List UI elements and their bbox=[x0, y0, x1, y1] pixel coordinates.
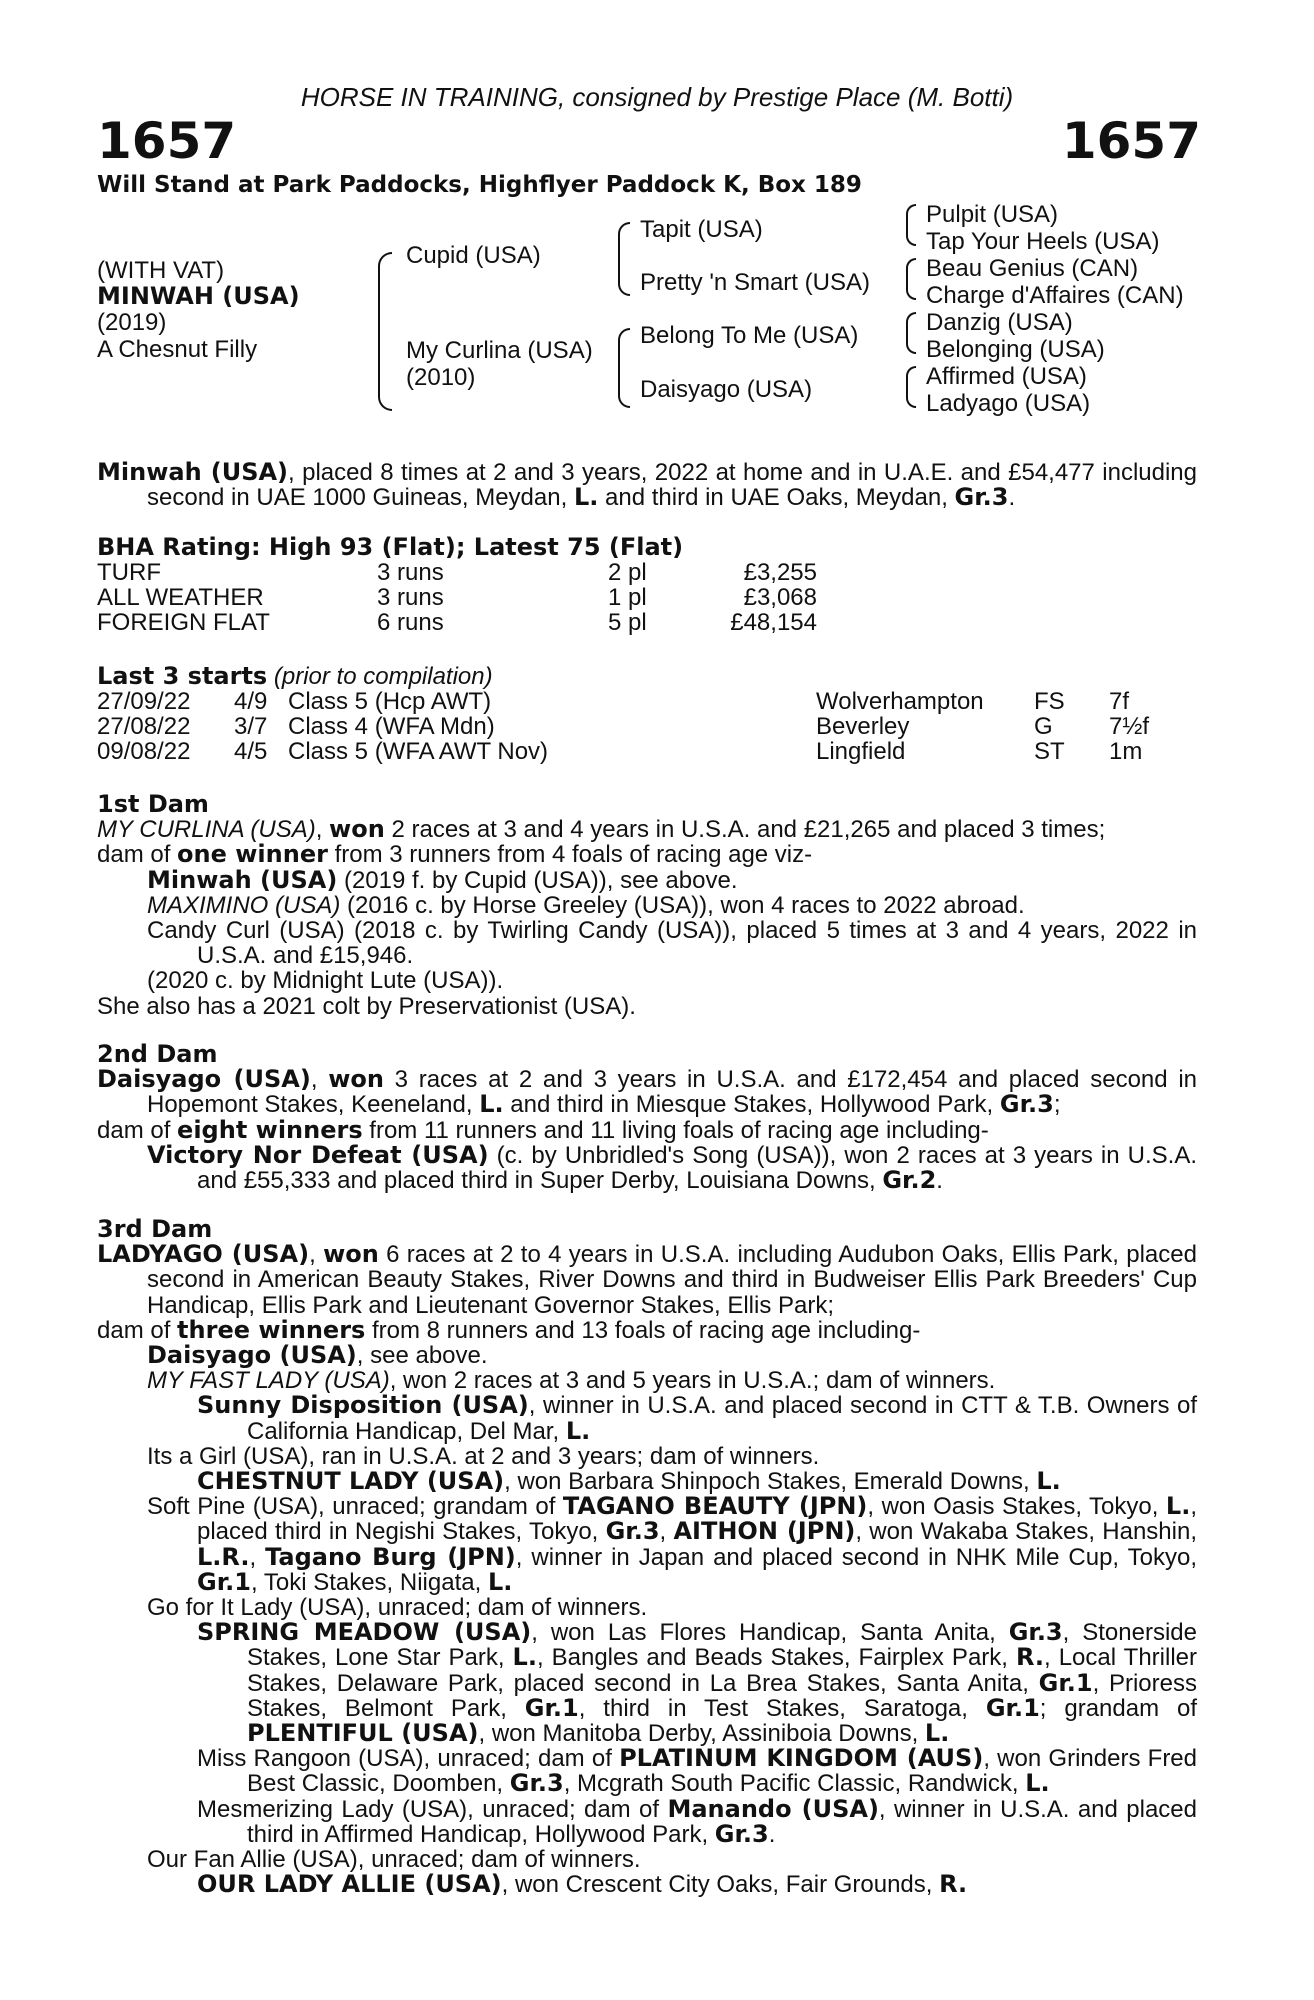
first-dam-title: 1st Dam bbox=[97, 790, 209, 818]
start-distance: 7f bbox=[1109, 688, 1130, 716]
start-class: Class 4 (WFA Mdn) bbox=[288, 713, 495, 741]
offspring-name: Minwah (USA) bbox=[147, 865, 338, 894]
listed-label: L. bbox=[1165, 1492, 1191, 1521]
offspring-entry: (2020 c. by Midnight Lute (USA)). bbox=[147, 967, 504, 995]
offspring-name: CHESTNUT LADY (USA) bbox=[197, 1467, 505, 1496]
dam-name: Daisyago (USA) bbox=[97, 1065, 311, 1094]
start-row bbox=[97, 714, 1197, 739]
third-dam-title: 3rd Dam bbox=[97, 1215, 213, 1243]
rating-amount: £48,154 bbox=[730, 609, 817, 637]
offspring-record: , Stonerside Stakes, Lone Star Park, bbox=[247, 1619, 1197, 1672]
bha-title: BHA Rating: High 93 (Flat); Latest 75 (Flat) bbox=[97, 533, 684, 561]
offspring-end: . bbox=[936, 1167, 943, 1195]
offspring-record: Mesmerizing Lady (USA), unraced; dam of bbox=[197, 1795, 668, 1823]
ancestor-5: Danzig (USA) bbox=[926, 309, 1073, 336]
separator: , bbox=[249, 1543, 266, 1571]
offspring-name: SPRING MEADOW (USA) bbox=[197, 1618, 532, 1647]
offspring-name: AITHON (JPN) bbox=[673, 1517, 856, 1546]
offspring-record: , Local Thriller Stakes, Delaware Park, placed second in La Brea Stakes, Santa Anita, bbox=[247, 1644, 1197, 1697]
restricted-label: R. bbox=[1015, 1643, 1045, 1672]
rating-surface: FOREIGN FLAT bbox=[97, 609, 270, 637]
offspring-name: Manando (USA) bbox=[667, 1794, 879, 1823]
rating-amount: £3,255 bbox=[743, 559, 817, 587]
start-course: Wolverhampton bbox=[816, 688, 984, 716]
pedigree-bracket-6 bbox=[906, 312, 916, 354]
pedigree-bracket-4 bbox=[906, 204, 916, 246]
summary-end: . bbox=[1008, 484, 1016, 512]
horse-description: A Chesnut Filly bbox=[97, 336, 258, 363]
start-position: 4/9 bbox=[234, 688, 268, 716]
won-label: won bbox=[328, 1065, 384, 1094]
ancestor-7: Affirmed (USA) bbox=[926, 363, 1087, 390]
consignor-header: HORSE IN TRAINING, consigned by Prestige Place (M. Botti) bbox=[300, 82, 1014, 112]
listed-label: L. bbox=[512, 1643, 537, 1672]
offspring-record: (c. by Unbridled's Song (USA)), won 2 races at 3 years in U.S.A. and £55,333 and placed third in Super Derby, Louisiana Downs, bbox=[197, 1141, 1198, 1195]
start-row bbox=[97, 739, 1197, 764]
grade-label: Gr.1 bbox=[1038, 1668, 1093, 1697]
offspring-name: Tagano Burg (JPN) bbox=[265, 1542, 516, 1571]
dam-record-end: ; bbox=[1053, 1091, 1061, 1119]
start-going: FS bbox=[1034, 688, 1065, 716]
offspring-entry: Candy Curl (USA) (2018 c. by Twirling Candy (USA)), placed 5 times at 3 and 4 years, 2022 in U.S.A. and £15,946. bbox=[147, 917, 1197, 970]
offspring-record: , Toki Stakes, Niigata, bbox=[250, 1568, 488, 1596]
last3-note: (prior to compilation) bbox=[267, 663, 493, 690]
grade-label: Gr.1 bbox=[524, 1693, 579, 1722]
rating-placed: 2 pl bbox=[608, 559, 647, 587]
third-dam bbox=[97, 1217, 1197, 1897]
start-date: 27/08/22 bbox=[97, 713, 191, 741]
summary-grade: Gr.3 bbox=[954, 483, 1009, 512]
start-class: Class 5 (WFA AWT Nov) bbox=[288, 738, 549, 766]
offspring-record: Soft Pine (USA), unraced; grandam of bbox=[147, 1493, 563, 1521]
grade-label: Gr.3 bbox=[714, 1819, 769, 1848]
race-summary bbox=[97, 460, 1197, 510]
rating-placed: 1 pl bbox=[608, 584, 647, 612]
offspring-record: , won Las Flores Handicap, Santa Anita, bbox=[531, 1619, 1009, 1647]
start-position: 4/5 bbox=[234, 738, 268, 766]
offspring-name: PLATINUM KINGDOM (AUS) bbox=[619, 1744, 984, 1773]
lot-number-right: 1657 bbox=[1061, 112, 1201, 170]
offspring-name: MY FAST LADY (USA) bbox=[147, 1367, 390, 1395]
stand-location: Will Stand at Park Paddocks, Highflyer Paddock K, Box 189 bbox=[97, 172, 862, 198]
bha-rating bbox=[97, 535, 1197, 635]
ancestor-1: Pulpit (USA) bbox=[926, 201, 1059, 228]
separator: , bbox=[315, 816, 330, 844]
produce-text-2: from 3 runners from 4 foals of racing age viz- bbox=[327, 841, 813, 869]
produce-text: dam of bbox=[97, 1316, 178, 1344]
rating-runs: 6 runs bbox=[377, 609, 444, 637]
dam-record: 2 races at 3 and 4 years in U.S.A. and £21,265 and placed 3 times; bbox=[384, 816, 1106, 844]
produce-text: dam of bbox=[97, 1116, 178, 1144]
pedigree-bracket-1 bbox=[378, 252, 392, 411]
offspring-entry: Our Fan Allie (USA), unraced; dam of winners. bbox=[147, 1846, 641, 1874]
produce-text-2: from 11 runners and 11 living foals of racing age including- bbox=[362, 1116, 989, 1144]
last3-title: Last 3 starts bbox=[97, 662, 268, 690]
dam-name: MY CURLINA (USA) bbox=[97, 816, 316, 844]
grade-label: Gr.3 bbox=[1008, 1618, 1063, 1647]
offspring-entry: Go for It Lady (USA), unraced; dam of winners. bbox=[147, 1594, 648, 1622]
start-distance: 1m bbox=[1109, 738, 1143, 766]
rating-row bbox=[97, 610, 1197, 635]
offspring-record: Miss Rangoon (USA), unraced; dam of bbox=[197, 1745, 620, 1773]
rating-surface: TURF bbox=[97, 559, 161, 587]
offspring-record: (2016 c. by Horse Greeley (USA)), won 4 races to 2022 abroad. bbox=[340, 891, 1025, 919]
ancestor-3: Beau Genius (CAN) bbox=[926, 255, 1139, 282]
restricted-label: R. bbox=[939, 1870, 968, 1899]
offspring-name: Sunny Disposition (USA) bbox=[197, 1391, 529, 1420]
grade-label: Gr.1 bbox=[985, 1693, 1040, 1722]
start-position: 3/7 bbox=[234, 713, 268, 741]
offspring-record: , won Crescent City Oaks, Fair Grounds, bbox=[501, 1871, 940, 1899]
produce-text: dam of bbox=[97, 841, 178, 869]
listed-label: L. bbox=[924, 1719, 950, 1748]
listed-label: L.R. bbox=[197, 1542, 250, 1571]
offspring-record: , Prioress Stakes, Belmont Park, bbox=[247, 1669, 1197, 1722]
rating-placed: 5 pl bbox=[608, 609, 647, 637]
offspring-record: (2019 f. by Cupid (USA)), see above. bbox=[337, 866, 738, 894]
winners-count: eight winners bbox=[177, 1115, 363, 1144]
listed-label: L. bbox=[1025, 1769, 1050, 1798]
grade-label: Gr.3 bbox=[605, 1517, 660, 1546]
rating-amount: £3,068 bbox=[743, 584, 817, 612]
offspring-record: , won Grinders Fred Best Classic, Doomben, bbox=[247, 1745, 1198, 1798]
horse-year: (2019) bbox=[97, 309, 167, 336]
granddam-1: Pretty 'n Smart (USA) bbox=[640, 269, 870, 296]
start-distance: 7½f bbox=[1109, 713, 1150, 741]
offspring-record: , see above. bbox=[356, 1342, 488, 1370]
separator: , bbox=[310, 1066, 329, 1094]
start-course: Beverley bbox=[816, 713, 910, 741]
separator: , bbox=[309, 1241, 324, 1269]
won-label: won bbox=[323, 1240, 379, 1269]
winners-count: three winners bbox=[177, 1315, 366, 1344]
offspring-name: OUR LADY ALLIE (USA) bbox=[197, 1870, 502, 1899]
start-going: ST bbox=[1034, 738, 1065, 766]
offspring-name: MAXIMINO (USA) bbox=[147, 891, 341, 919]
horse-name: MINWAH (USA) bbox=[97, 282, 300, 310]
lot-number-left: 1657 bbox=[97, 112, 237, 170]
offspring-record: , placed third in Negishi Stakes, Tokyo, bbox=[197, 1493, 1198, 1546]
offspring-record: , won Oasis Stakes, Tokyo, bbox=[867, 1493, 1166, 1521]
offspring-name: PLENTIFUL (USA) bbox=[247, 1719, 479, 1748]
dam-record: 3 races at 2 and 3 years in U.S.A. and £172,454 and placed second in Hopemont Stakes, Keeneland, bbox=[147, 1066, 1197, 1119]
listed-label: L. bbox=[479, 1090, 504, 1119]
summary-text-2: and third in UAE Oaks, Meydan, bbox=[598, 484, 955, 512]
listed-label: L. bbox=[1036, 1467, 1061, 1496]
ancestor-4: Charge d'Affaires (CAN) bbox=[926, 282, 1184, 309]
offspring-record: , Bangles and Beads Stakes, Fairplex Park, bbox=[536, 1644, 1016, 1672]
dam-name: LADYAGO (USA) bbox=[97, 1240, 310, 1269]
offspring-record: , winner in U.S.A. and placed third in Affirmed Handicap, Hollywood Park, bbox=[247, 1795, 1197, 1848]
start-going: G bbox=[1034, 713, 1053, 741]
granddam-2: Daisyago (USA) bbox=[640, 376, 813, 403]
offspring-record: , won 2 races at 3 and 5 years in U.S.A.; dam of winners. bbox=[389, 1367, 996, 1395]
summary-listed: L. bbox=[573, 483, 599, 512]
grandsire-1: Tapit (USA) bbox=[640, 216, 763, 243]
offspring-record: , won Wakaba Stakes, Hanshin, bbox=[855, 1518, 1197, 1546]
grandsire-2: Belong To Me (USA) bbox=[640, 322, 859, 349]
rating-row bbox=[97, 585, 1197, 610]
dam-year: (2010) bbox=[406, 364, 476, 391]
offspring-record: , third in Test Stakes, Saratoga, bbox=[578, 1694, 986, 1722]
offspring-entry: Its a Girl (USA), ran in U.S.A. at 2 and 3 years; dam of winners. bbox=[147, 1442, 820, 1470]
start-date: 09/08/22 bbox=[97, 738, 191, 766]
offspring-record: , winner in U.S.A. and placed second in CTT & T.B. Owners of California Handicap, Del Mar, bbox=[247, 1392, 1197, 1445]
won-label: won bbox=[329, 815, 385, 844]
dam-record-2: and third in Miesque Stakes, Hollywood Park, bbox=[503, 1091, 1000, 1119]
rating-runs: 3 runs bbox=[377, 559, 444, 587]
rating-row bbox=[97, 560, 1197, 585]
offspring-end: . bbox=[768, 1820, 776, 1848]
dam-record: 6 races at 2 to 4 years in U.S.A. including Audubon Oaks, Ellis Park, placed second in American Beauty Stakes, River Downs and third in Budweiser Ellis Park Breeders' Cup Handicap, Ellis Park and Lieutenant Governor Stakes, Ellis Park; bbox=[147, 1241, 1197, 1319]
listed-label: L. bbox=[565, 1416, 591, 1445]
ancestor-2: Tap Your Heels (USA) bbox=[926, 228, 1160, 255]
offspring-name: Daisyago (USA) bbox=[147, 1341, 357, 1370]
ancestor-8: Ladyago (USA) bbox=[926, 390, 1091, 417]
offspring-record: ; grandam of bbox=[1039, 1694, 1197, 1722]
produce-text-2: from 8 runners and 13 foals of racing age including- bbox=[365, 1316, 921, 1344]
dam: My Curlina (USA) bbox=[406, 337, 593, 364]
pedigree-bracket-5 bbox=[906, 258, 916, 300]
second-dam bbox=[97, 1042, 1197, 1193]
offspring-record: , won Barbara Shinpoch Stakes, Emerald Downs, bbox=[504, 1468, 1037, 1496]
vat-note: (WITH VAT) bbox=[97, 257, 225, 284]
pedigree-bracket-7 bbox=[906, 366, 916, 408]
offspring-name: Victory Nor Defeat (USA) bbox=[147, 1140, 489, 1169]
offspring-record: , winner in Japan and placed second in NHK Mile Cup, Tokyo, bbox=[515, 1543, 1197, 1571]
offspring-record: , won Manitoba Derby, Assiniboia Downs, bbox=[478, 1720, 925, 1748]
offspring-name: TAGANO BEAUTY (JPN) bbox=[562, 1492, 868, 1521]
summary-horse-name: Minwah (USA) bbox=[97, 458, 289, 486]
rating-surface: ALL WEATHER bbox=[97, 584, 264, 612]
first-dam bbox=[97, 792, 1197, 1019]
winners-count: one winner bbox=[177, 840, 328, 869]
grade-label: Gr.3 bbox=[999, 1090, 1054, 1119]
pedigree-bracket-2 bbox=[618, 222, 630, 296]
dam-note: She also has a 2021 colt by Preservationist (USA). bbox=[97, 992, 636, 1020]
separator: , bbox=[659, 1518, 674, 1546]
grade-label: Gr.1 bbox=[197, 1567, 251, 1596]
rating-runs: 3 runs bbox=[377, 584, 444, 612]
pedigree-bracket-3 bbox=[618, 328, 630, 408]
grade-label: Gr.3 bbox=[509, 1769, 564, 1798]
start-row bbox=[97, 689, 1197, 714]
summary-text: , placed 8 times at 2 and 3 years, 2022 at home and in U.A.E. and £54,477 including second in UAE 1000 Guineas, Meydan, bbox=[147, 459, 1198, 512]
grade-label: Gr.2 bbox=[882, 1166, 937, 1195]
ancestor-6: Belonging (USA) bbox=[926, 336, 1105, 363]
listed-label: L. bbox=[487, 1567, 513, 1596]
offspring-record: , Mcgrath South Pacific Classic, Randwick, bbox=[563, 1770, 1026, 1798]
last-three-starts bbox=[97, 664, 1197, 764]
second-dam-title: 2nd Dam bbox=[97, 1040, 218, 1068]
sire: Cupid (USA) bbox=[406, 242, 541, 269]
start-class: Class 5 (Hcp AWT) bbox=[288, 688, 492, 716]
start-course: Lingfield bbox=[816, 738, 906, 766]
start-date: 27/09/22 bbox=[97, 688, 191, 716]
